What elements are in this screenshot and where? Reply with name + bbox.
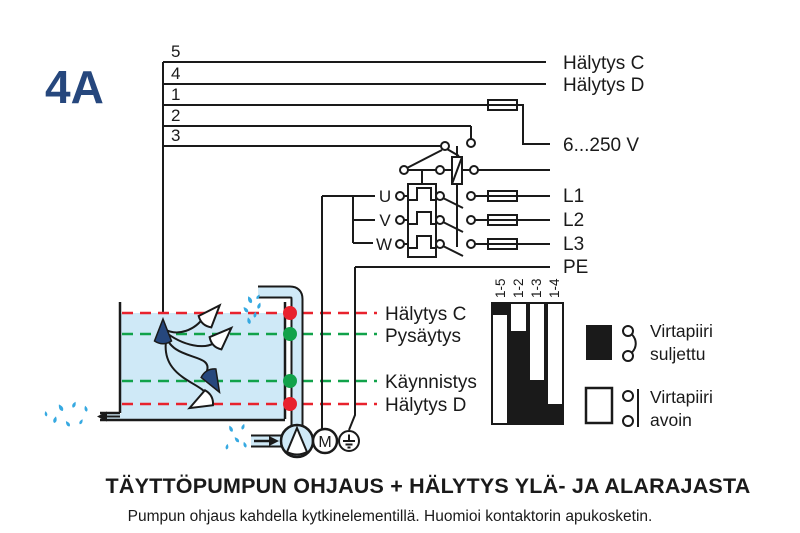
wire-1-number: 1 (171, 85, 181, 104)
legend (586, 321, 713, 430)
terminal-circle (396, 216, 404, 224)
terminal-circle (396, 240, 404, 248)
terminal-circle (436, 240, 444, 248)
level-label-stop: Pysäytys (385, 326, 462, 347)
legend-closed-line2: suljettu (650, 344, 706, 364)
sensor-stop (283, 327, 297, 341)
pe-down-wire (349, 267, 355, 430)
l3-label: L3 (563, 234, 585, 255)
aux-contact-blade (407, 150, 442, 168)
contactor-main-contacts (322, 184, 550, 267)
switch-state-table (492, 278, 563, 424)
level-label-start: Käynnistys (385, 372, 477, 393)
column-label-1-2: 1-2 (511, 278, 526, 298)
sensor-start (283, 374, 297, 388)
terminal-labels (563, 53, 644, 278)
wire-5-number: 5 (171, 42, 181, 61)
alarm-d-terminal-label: Hälytys D (563, 75, 645, 96)
terminal-circle (441, 142, 449, 150)
main-blade-u (443, 198, 463, 208)
wire-2-number: 2 (171, 106, 181, 125)
motor-label: M (318, 434, 332, 451)
bar-1-5-closed (492, 303, 508, 315)
level-label-alarm-low: Hälytys D (385, 395, 467, 416)
l2-label: L2 (563, 210, 585, 231)
sensor-alarm-high (283, 306, 297, 320)
earth-icon (339, 431, 359, 451)
wire-3-number: 3 (171, 126, 181, 145)
closed-contact-icon (623, 326, 636, 361)
wire-4-number: 4 (171, 64, 181, 83)
alarm-c-terminal-label: Hälytys C (563, 53, 645, 74)
page-code: 4A (45, 61, 104, 113)
terminal-v-label: V (379, 211, 391, 230)
bar-1-4-closed (547, 404, 563, 424)
column-label-1-3: 1-3 (529, 278, 544, 298)
terminal-circle (436, 166, 444, 174)
diagram-subtitle: Pumpun ohjaus kahdella kytkinelementillä. Huomioi kontaktorin apukosketin. (127, 508, 653, 525)
sensor-alarm-low (283, 397, 297, 411)
legend-closed-swatch (586, 325, 612, 360)
terminal-circle (400, 166, 408, 174)
legend-closed-line1: Virtapiiri (650, 321, 713, 341)
pe-label: PE (563, 257, 589, 278)
supply-circuit (471, 100, 550, 144)
legend-open-line2: avoin (650, 410, 692, 430)
terminal-circle (467, 240, 475, 248)
terminal-circle (467, 139, 475, 147)
supply-voltage-label: 6...250 V (563, 135, 640, 156)
main-blade-v (443, 222, 463, 232)
main-blade-w (443, 246, 463, 256)
terminal-w-label: W (375, 235, 393, 254)
bar-1-3-closed (529, 380, 545, 424)
legend-open-line1: Virtapiiri (650, 387, 713, 407)
terminal-circle (467, 192, 475, 200)
supply-corner-wire (517, 105, 550, 144)
bar-1-2-closed (510, 331, 527, 424)
level-label-alarm-high: Hälytys C (385, 304, 467, 325)
terminal-circle (436, 192, 444, 200)
open-contact-icon (623, 389, 638, 427)
column-label-1-5: 1-5 (493, 278, 508, 298)
terminal-circle (467, 216, 475, 224)
column-label-1-4: 1-4 (547, 278, 562, 298)
l1-label: L1 (563, 186, 585, 207)
terminal-u-label: U (378, 187, 392, 206)
level-labels (385, 304, 477, 416)
terminal-circle (470, 166, 478, 174)
diagram-title: TÄYTTÖPUMPUN OHJAUS + HÄLYTYS YLÄ- JA ALARAJASTA (105, 474, 751, 498)
legend-open-swatch (586, 388, 612, 423)
terminal-circle (396, 192, 404, 200)
terminal-circle (436, 216, 444, 224)
